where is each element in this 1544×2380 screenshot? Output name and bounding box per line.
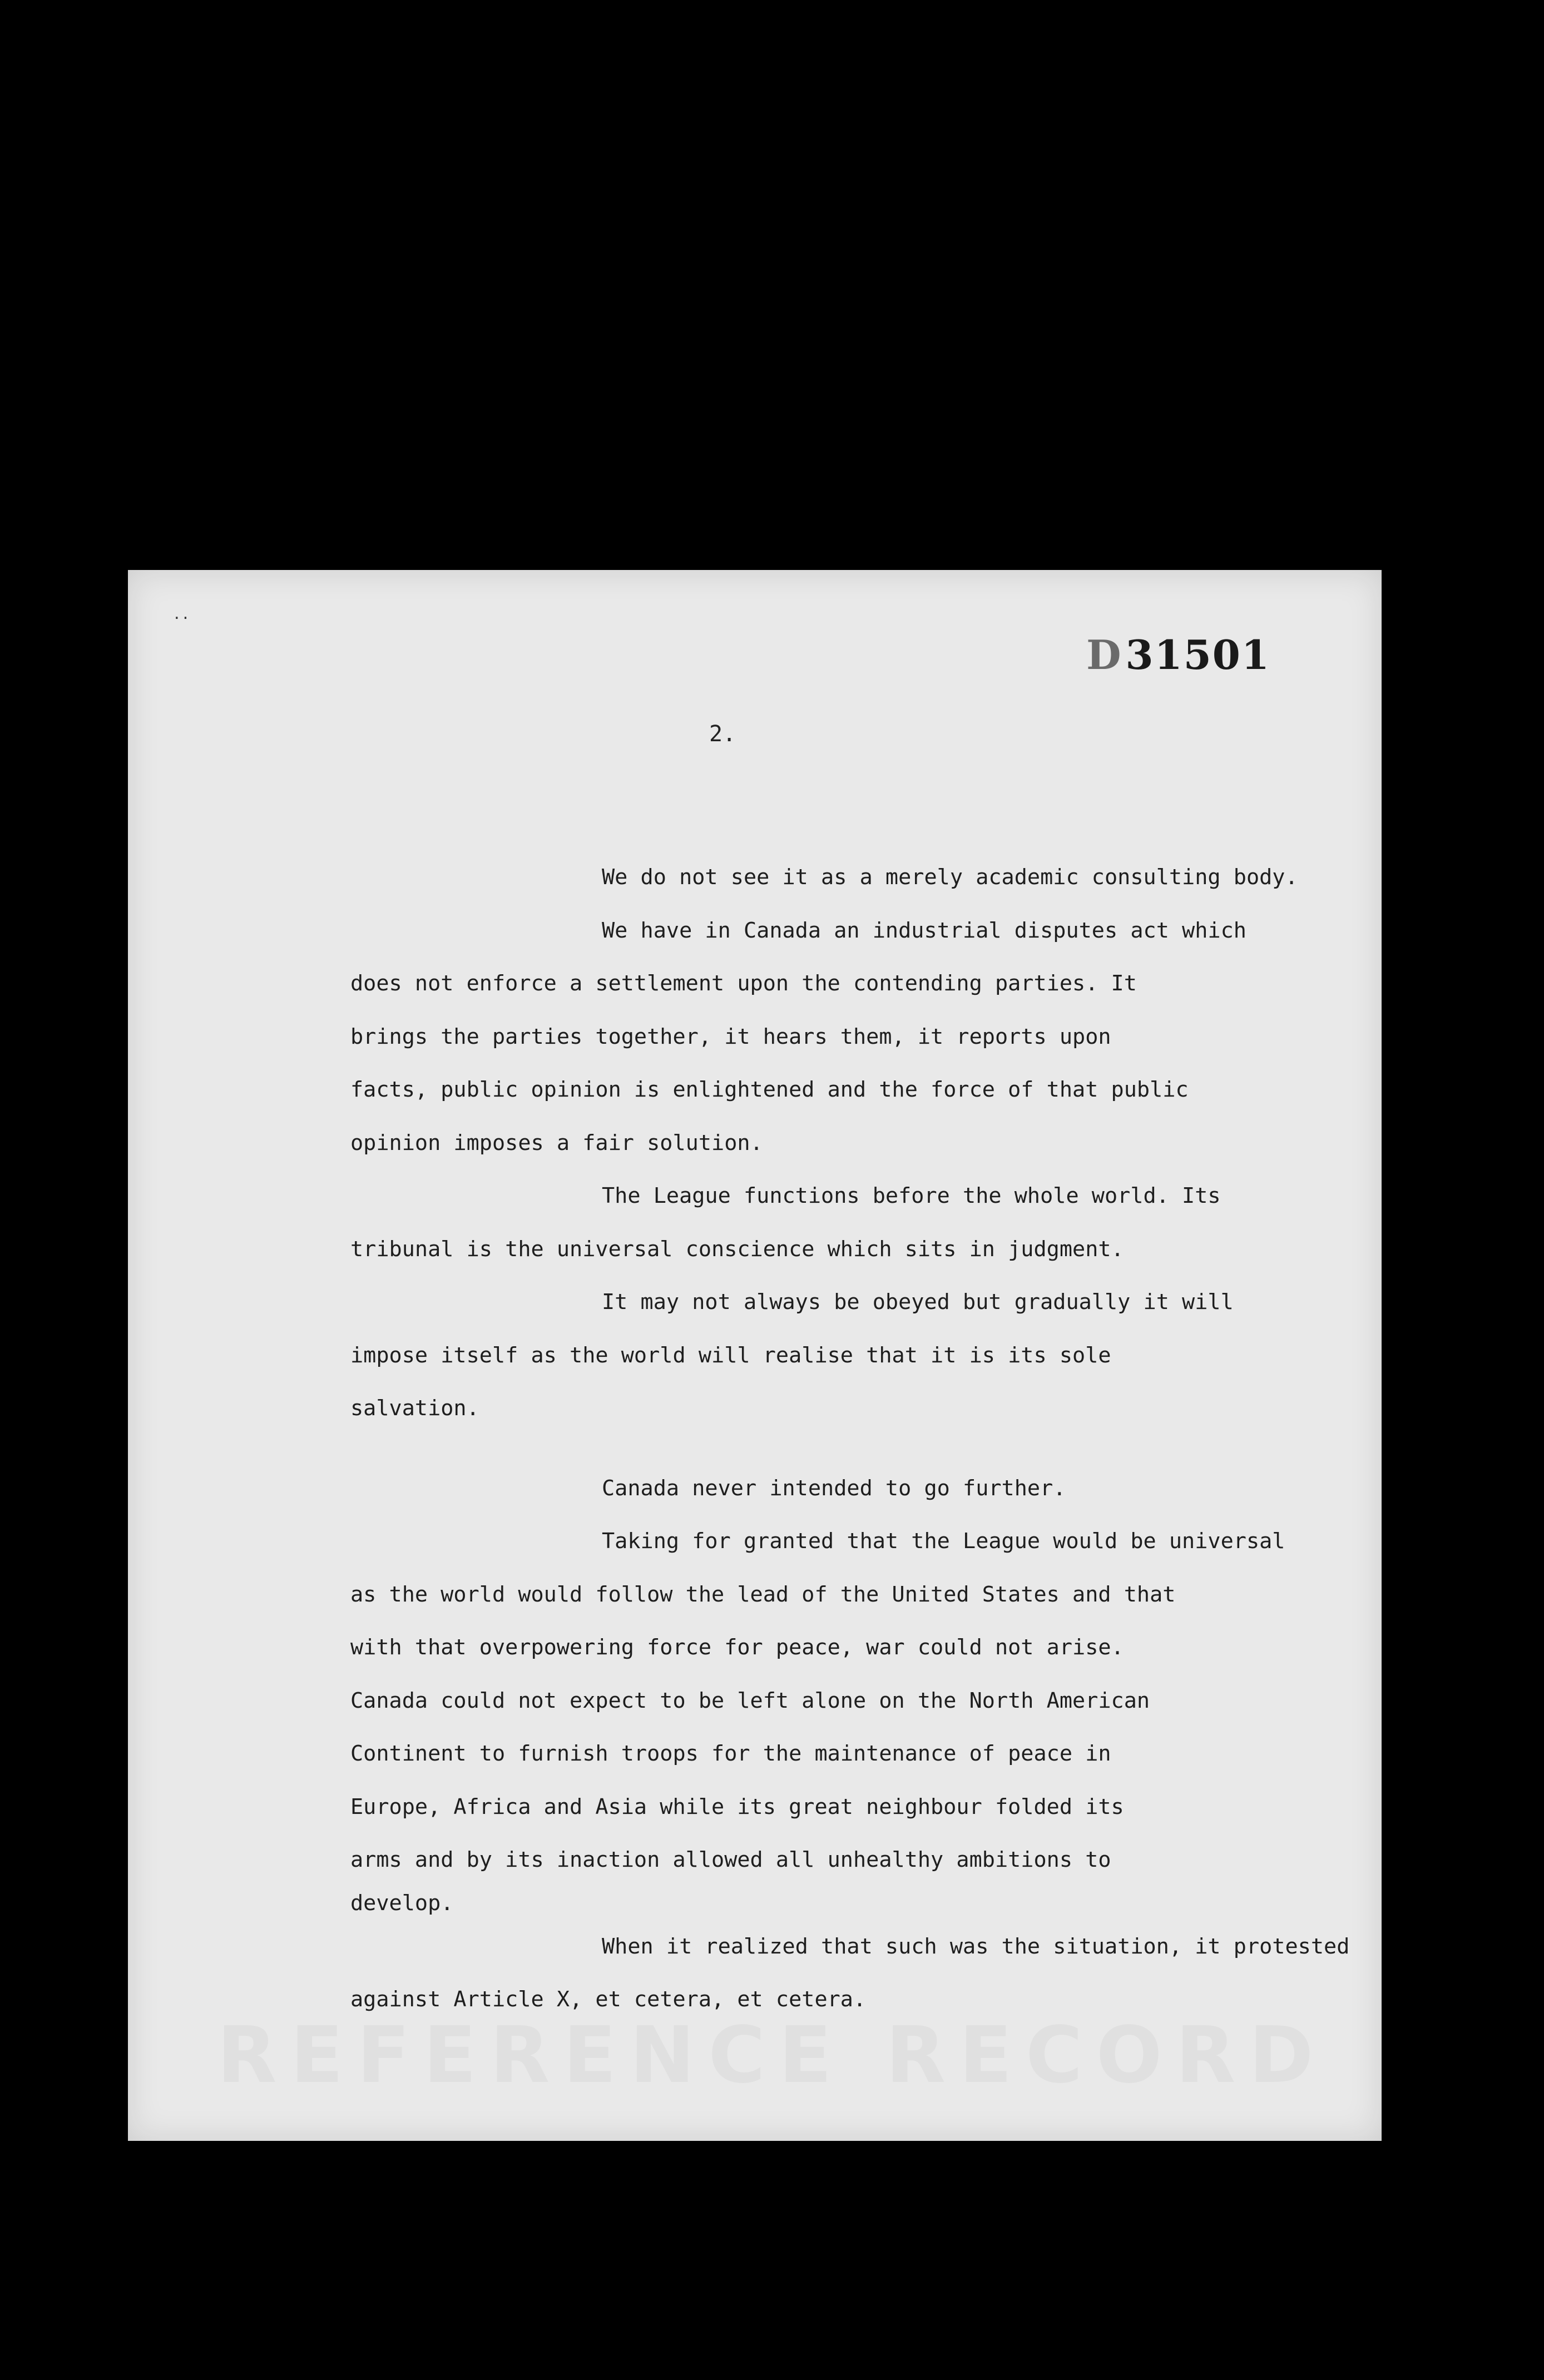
text-line: brings the parties together, it hears them, it reports upon [350, 1024, 1111, 1049]
text-line: Continent to furnish troops for the maintenance of peace in [350, 1741, 1111, 1766]
text-line: against Article X, et cetera, et cetera. [350, 1987, 867, 2012]
text-line: arms and by its inaction allowed all unhealthy ambitions to [350, 1847, 1111, 1872]
text-line: tribunal is the universal conscience which sits in judgment. [350, 1236, 1124, 1262]
text-line: impose itself as the world will realise that it is its sole [350, 1342, 1111, 1368]
stray-mark: .. [172, 606, 190, 623]
text-line: Taking for granted that the League would be universal [602, 1529, 1285, 1554]
text-line: We have in Canada an industrial disputes act which [602, 918, 1246, 943]
text-line: The League functions before the whole world. Its [602, 1183, 1221, 1208]
text-line: salvation. [350, 1396, 479, 1421]
document-page [128, 570, 1382, 2141]
text-line: We do not see it as a merely academic consulting body. [602, 865, 1298, 890]
document-number-digits: 31501 [1125, 631, 1270, 678]
text-line: Canada never intended to go further. [602, 1475, 1066, 1501]
text-line: as the world would follow the lead of the United States and that [350, 1581, 1176, 1607]
text-line: does not enforce a settlement upon the contending parties. It [350, 971, 1137, 996]
text-line: opinion imposes a fair solution. [350, 1130, 763, 1156]
page-number: 2. [709, 721, 736, 747]
paragraph-gap [350, 1435, 1368, 1462]
text-line: Canada could not expect to be left alone on the North American [350, 1688, 1150, 1713]
text-line: It may not always be obeyed but gradually it will [602, 1290, 1234, 1315]
text-line: Europe, Africa and Asia while its great neighbour folded its [350, 1794, 1124, 1819]
document-number [1086, 631, 1270, 678]
text-line: facts, public opinion is enlightened and the force of that public [350, 1077, 1189, 1102]
text-line: with that overpowering force for peace, war could not arise. [350, 1635, 1124, 1660]
text-line: When it realized that such was the situation, it protested [602, 1933, 1350, 1959]
text-line: develop. [350, 1890, 454, 1916]
body-text [350, 851, 1368, 2026]
document-number-prefix: D [1086, 631, 1122, 678]
